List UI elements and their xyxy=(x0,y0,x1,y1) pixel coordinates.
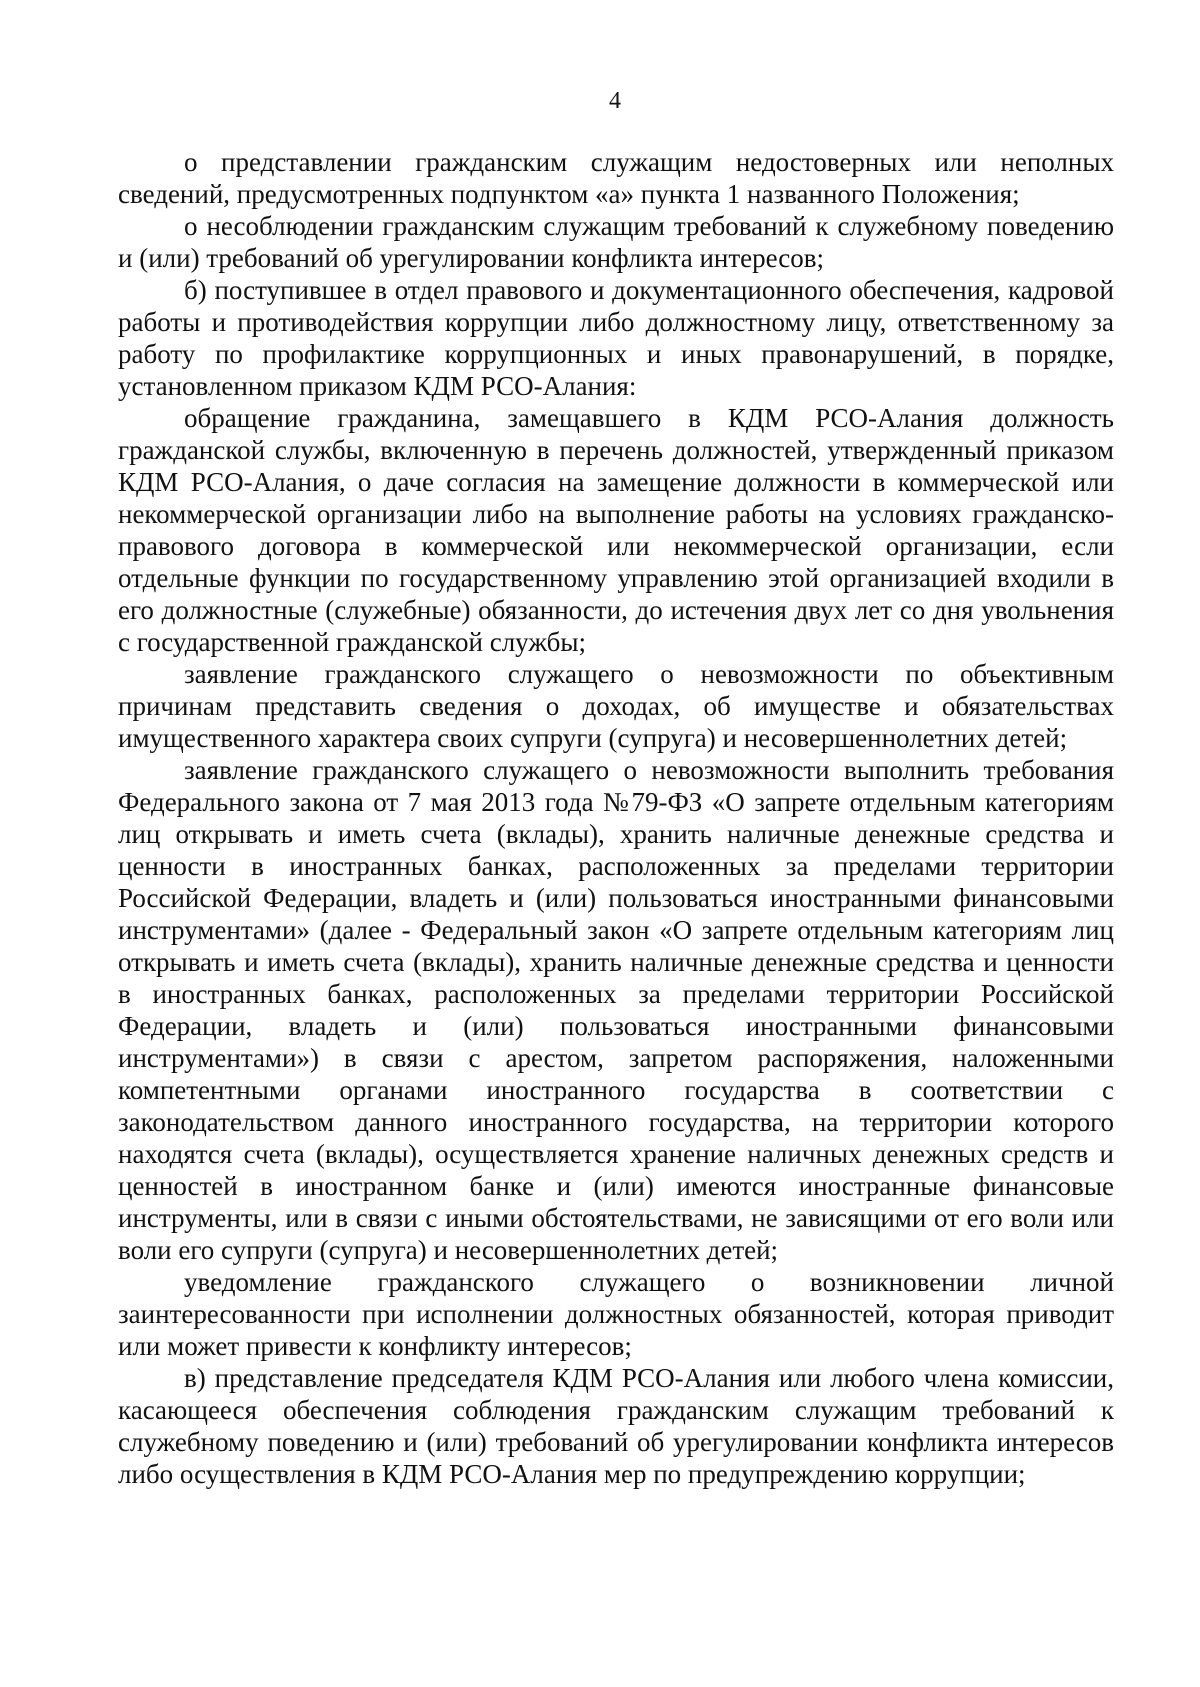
paragraph-item-b: б) поступившее в отдел правового и документационного обеспечения, кадровой работы и противодействия коррупции либо должностному лицу, ответственному за работу по профилактике коррупционных и иных правонарушений, в порядке, установленном приказом КДМ РСО-Алания: xyxy=(118,275,1114,401)
paragraph-federal-law-statement: заявление гражданского служащего о невозможности выполнить требования Федерального закона от 7 мая 2013 года №79-ФЗ «О запрете отдельным категориям лиц открывать и иметь счета (вклады), хранить наличные денежные средства и ценности в иностранных банках, расположенных за пределами территории Российской Федерации, владеть и (или) пользоваться иностранными финансовыми инструментами» (далее - Федеральный закон «О запрете отдельным категориям лиц открывать и иметь счета (вклады), хранить наличные денежные средства и ценности в иностранных банках, расположенных за пределами территории Российской Федерации, владеть и (или) пользоваться иностранными финансовыми инструментами») в связи с арестом, запретом распоряжения, наложенными компетентными органами иностранного государства в соответствии с законодательством данного иностранного государства, на территории которого находятся счета (вклады), осуществляется хранение наличных денежных средств и ценностей в иностранном банке и (или) имеются иностранные финансовые инструменты, или в связи с иными обстоятельствами, не зависящими от его воли или воли его супруги (супруга) и несовершеннолетних детей; xyxy=(118,755,1114,1265)
page-number: 4 xyxy=(609,88,621,114)
paragraph-unreliable-info: о представлении гражданским служащим недостоверных или неполных сведений, предусмотренных подпунктом «а» пункта 1 названного Положения; xyxy=(118,147,1114,209)
paragraph-income-statement: заявление гражданского служащего о невозможности по объективным причинам представить сведения о доходах, об имуществе и обязательствах имущественного характера своих супруги (супруга) и несовершеннолетних детей; xyxy=(118,659,1114,753)
paragraph-noncompliance: о несоблюдении гражданским служащим требований к служебному поведению и (или) требований об урегулировании конфликта интересов; xyxy=(118,211,1114,273)
paragraph-item-v: в) представление председателя КДМ РСО-Алания или любого члена комиссии, касающееся обеспечения соблюдения гражданским служащим требований к служебному поведению и (или) требований об урегулировании конфликта интересов либо осуществления в КДМ РСО-Алания мер по предупреждению коррупции; xyxy=(118,1363,1114,1489)
document-body xyxy=(118,146,1114,1490)
paragraph-citizen-appeal: обращение гражданина, замещавшего в КДМ РСО-Алания должность гражданской службы, включенную в перечень должностей, утвержденный приказом КДМ РСО-Алания, о даче согласия на замещение должности в коммерческой или некоммерческой организации либо на выполнение работы на условиях гражданско-правового договора в коммерческой или некоммерческой организации, если отдельные функции по государственному управлению этой организацией входили в его должностные (служебные) обязанности, до истечения двух лет со дня увольнения с государственной гражданской службы; xyxy=(118,403,1114,657)
paragraph-conflict-notice: уведомление гражданского служащего о возникновении личной заинтересованности при исполнении должностных обязанностей, которая приводит или может привести к конфликту интересов; xyxy=(118,1267,1114,1361)
